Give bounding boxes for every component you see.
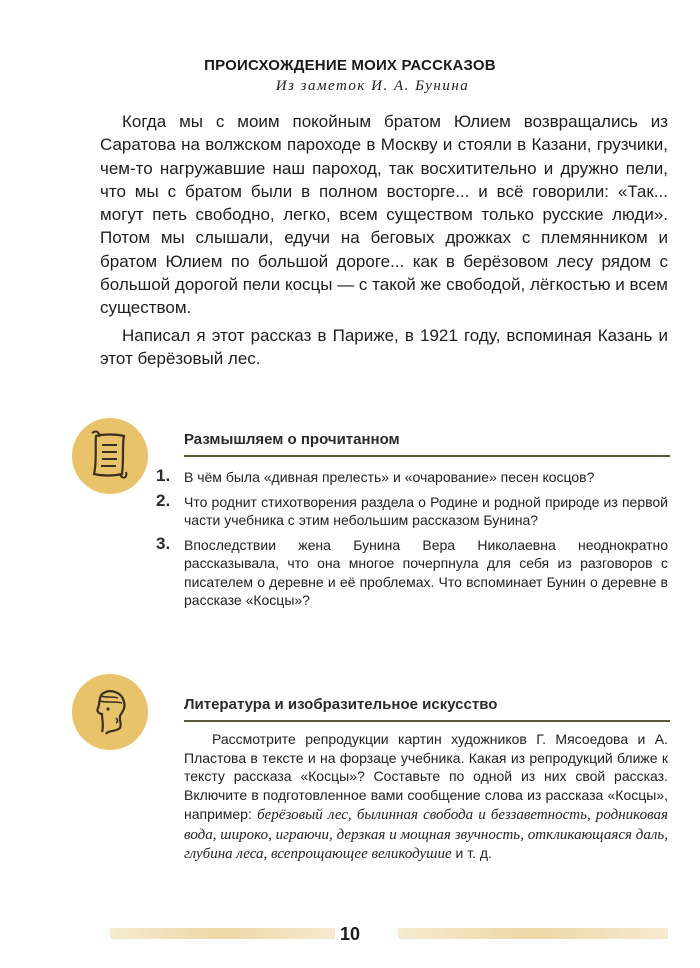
question-text: Впоследствии жена Бунина Вера Николаевна неоднократно рассказывала, что она многое почерпнула для себя из разговоров с писателем о деревне и её проблемах. Что вспоминает Бунин о деревне в рассказе «Косцы»?: [184, 536, 668, 608]
main-paragraph-1: Когда мы с моим покойным братом Юлием возвращались из Саратова на волжском пароходе в Москву и стояли в Казани, грузчики, чем-то нагружавшие наш пароход, так восхитительно и дружно пели, что мы с братом были в полном восторге... и всё говорили: «Так... могут петь свободно, легко, всем существом только русские люди». Потом мы слышали, едучи на беговых дрожках с племянником и братом Юлием по большой дороге... как в берёзовом лесу рядом с большой дорогой пели косцы — с такой же свободой, лёгкостью и всем существом.: [100, 112, 668, 318]
art-text-end: и т. д.: [451, 845, 492, 862]
page-subtitle: Из заметок И. А. Бунина: [275, 78, 470, 94]
question-list: [156, 468, 668, 616]
classical-head-icon: [72, 674, 148, 750]
art-text: [184, 730, 668, 864]
question-text: В чём была «дивная прелесть» и «очарование» песен косцов?: [184, 469, 595, 485]
art-text-plain: Рассмотрите репродукции картин художников Г. Мясоедова и А. Пластова в тексте и на форзаце учебника. Какая из репродукций ближе к тексту рассказа «Косцы»? Составьте по одной из них свой рассказ. Включите в подготовленное вами сообщение слова из рассказа «Косцы», например:: [184, 731, 668, 822]
question-number: 2.: [156, 490, 171, 510]
main-text: [100, 110, 668, 370]
art-text-italic: берёзовый лес, былинная свобода и беззаветность, родниковая вода, широко, играючи, дерзкая и мощная звучность, откликающаяся даль, глубина леса, всепрощающее великодушие: [184, 806, 668, 863]
question-item: [156, 490, 668, 530]
scroll-icon: [72, 418, 148, 494]
question-number: 1.: [156, 466, 171, 485]
page-number: 10: [339, 924, 361, 944]
main-paragraph-2: Написал я этот рассказ в Париже, в 1921 году, вспоминая Казань и этот берёзовый лес.: [100, 325, 668, 368]
reflection-section-title: Размышляем о прочитанном: [184, 431, 400, 448]
art-section-title: Литература и изобразительное искусство: [184, 696, 498, 713]
question-number: 3.: [156, 533, 171, 553]
reflection-section-rule: [184, 455, 670, 457]
question-item: [156, 468, 668, 487]
question-item: [156, 533, 668, 610]
page-title: ПРОИСХОЖДЕНИЕ МОИХ РАССКАЗОВ: [204, 57, 496, 74]
question-text: Что роднит стихотворения раздела о Родине и родной природе из первой части учебника с этим небольшим рассказом Бунина?: [184, 493, 668, 528]
art-section-rule: [184, 720, 670, 722]
